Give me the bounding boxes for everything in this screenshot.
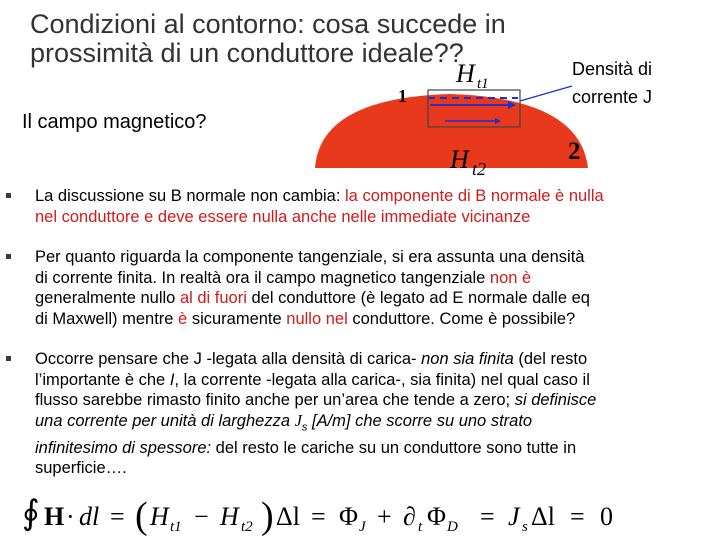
bullet-3-text	[35, 349, 720, 479]
highlight-run: non è	[489, 268, 532, 287]
slide-subtitle: Il campo magnetico?	[22, 111, 207, 133]
formula-Js: J	[508, 502, 520, 531]
annotation-leader-line	[520, 86, 572, 101]
annotation-line-1: Densità di	[572, 59, 653, 79]
formula-Phi-J: Φ	[339, 502, 359, 531]
text-run: superficie….	[35, 459, 127, 478]
italic-run: una corrente per unità di larghezza	[35, 411, 295, 430]
formula-dot: ·	[66, 502, 75, 531]
formula-Js-sub: s	[522, 519, 528, 535]
ht1-label-H: H	[456, 59, 475, 88]
formula-partial-sub: t	[418, 519, 423, 535]
annotation-line-2: corrente J	[572, 87, 653, 107]
ht2-label-H: H	[450, 145, 469, 174]
formula-close-paren: )	[261, 495, 274, 537]
formula-eq1: =	[110, 502, 125, 531]
text-run: , la corrente -legata alla carica-, sia finita) nel qual caso il	[174, 370, 590, 389]
ampere-law-formula	[20, 488, 660, 538]
italic-run: infinitesimo di spessore:	[35, 438, 212, 457]
highlight-run: la componente di B normale è nulla	[345, 187, 604, 205]
text-run: flusso sarebbe rimasto finito anche per un’area che tende a zero;	[35, 391, 515, 410]
bullet-2-text	[35, 247, 720, 329]
text-run: Per quanto riguarda la componente tangenziale, si era assunta una densità	[35, 248, 585, 266]
formula-delta-l-2: Δl	[531, 502, 555, 531]
text-run: (del resto	[513, 350, 588, 368]
ht2-label-sub: t2	[472, 159, 487, 178]
formula-eq3: =	[480, 502, 495, 531]
formula-Ht1: H	[150, 502, 169, 531]
formula-Ht2-sub: t2	[241, 519, 253, 535]
region-1-label: 1	[398, 86, 407, 106]
formula-Ht2: H	[220, 502, 239, 531]
formula-zero: 0	[600, 502, 613, 531]
highlight-run: nullo nel	[286, 309, 348, 328]
formula-plus: +	[377, 502, 392, 531]
formula-open-paren: (	[135, 495, 148, 537]
bullet-1-text	[35, 186, 720, 227]
text-run: del resto le cariche su un conduttore sono tutte in	[211, 438, 577, 457]
highlight-run: al di fuori	[179, 289, 247, 308]
bullet-marker	[6, 254, 11, 259]
italic-run: [A/m] che scorre su uno strato	[307, 411, 533, 430]
text-run: di Maxwell) mentre	[35, 309, 179, 328]
italic-run: J	[294, 410, 302, 430]
text-run: Occorre pensare che J -legata alla densità di carica-	[35, 350, 422, 368]
region-2-label: 2	[568, 138, 581, 165]
bullet-marker	[6, 193, 11, 198]
bullet-marker	[6, 356, 11, 361]
text-run: conduttore. Come è possibile?	[347, 309, 576, 328]
formula-eq2: =	[311, 502, 326, 531]
italic-run: s	[301, 421, 308, 434]
formula-eq4: =	[570, 502, 585, 531]
formula-Ht1-sub: t1	[170, 519, 182, 535]
current-density-annotation	[572, 55, 652, 111]
italic-run: si definisce	[514, 391, 597, 410]
title-line-1: Condizioni al contorno: cosa succede in	[30, 9, 506, 39]
formula-dl: dl	[79, 502, 100, 531]
text-run: La discussione su B normale non cambia:	[35, 187, 346, 205]
formula-delta-l: Δl	[276, 502, 300, 531]
formula-Phi-J-sub: J	[359, 519, 366, 535]
highlight-run: nel conduttore e deve essere nulla anche nelle immediate vicinanze	[35, 207, 531, 226]
text-run: del conduttore (è legato ad E normale dalle eq	[246, 289, 590, 308]
text-run: generalmente nullo	[35, 289, 180, 308]
text-run: l’importante è che	[35, 370, 170, 389]
title-line-2: prossimità di un conduttore ideale??	[30, 38, 464, 68]
text-run: sicuramente	[187, 309, 287, 328]
ht1-label-sub: t1	[477, 76, 489, 92]
italic-run: non sia finita	[421, 350, 514, 368]
italic-run: I	[169, 370, 175, 389]
formula-Phi-D: Φ	[427, 502, 447, 531]
formula-partial: ∂	[403, 502, 416, 531]
formula-H: H	[44, 502, 65, 531]
highlight-run: è	[178, 309, 188, 328]
conductor-boundary-figure	[300, 58, 600, 178]
formula-minus: −	[194, 502, 209, 531]
text-run: di corrente finita. In realtà ora il campo magnetico tangenziale	[35, 268, 490, 287]
integral-symbol: ∮	[22, 495, 40, 532]
formula-Phi-D-sub: D	[447, 519, 458, 535]
